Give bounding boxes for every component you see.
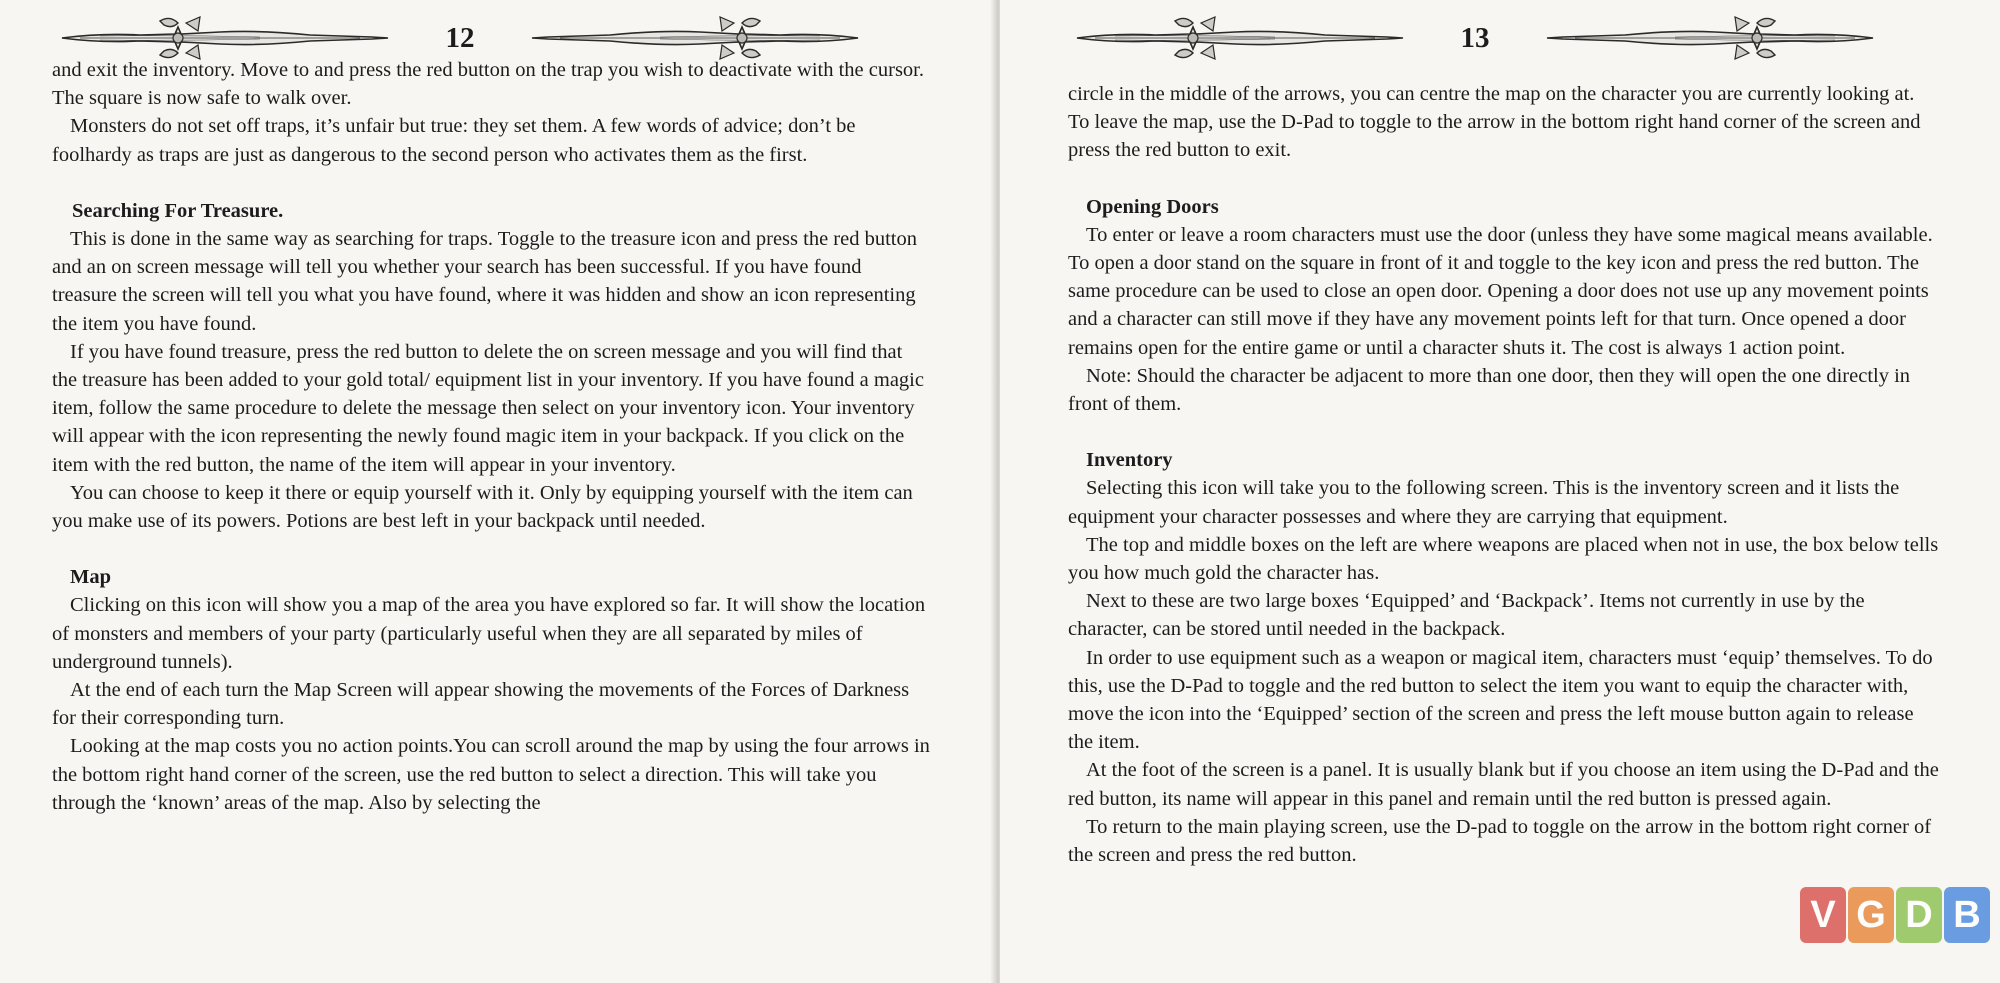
paragraph: At the end of each turn the Map Screen will appear showing the movements of the Forces of Darkness for their corresponding turn.: [52, 679, 910, 730]
section-heading: Opening Doors: [1086, 195, 1219, 218]
paragraph: Note: Should the character be adjacent to more than one door, then they will open the one directly in front of them.: [1068, 364, 1911, 416]
section-heading: Map: [70, 566, 111, 589]
sword-icon: [1545, 13, 1875, 63]
paragraph: To enter or leave a room characters must use the door (unless they have some magical means available. To open a door stand on the square in front of it and toggle to the key icon and press the red button. The same procedure can be used to close an open door. Opening a door does not use up any movement points and a character can still move if they have any movement points left for that turn. Once opened a door remains open for the entire game or until a character shuts it. The cost is always 1 action point.: [1068, 223, 1933, 359]
watermark-logo: [1800, 887, 1990, 943]
paragraph: This is done in the same way as searching for traps. Toggle to the treasure icon and press the red button and an on screen message will tell you whether your search has been successful. If you have found treasure the screen will tell you what you have found, where it was hidden and show an icon representing the item you have found.: [52, 228, 917, 335]
right-page-header: [1075, 8, 1935, 68]
paragraph: circle in the middle of the arrows, you can centre the map on the character you are currently looking at. To leave the map, use the D-Pad to toggle to the arrow in the bottom right hand corner of the screen and press the red button to exit.: [1068, 83, 1921, 162]
watermark-letter: G: [1848, 887, 1894, 943]
paragraph: At the foot of the screen is a panel. It is usually blank but if you choose an item using the D-Pad and the red button, its name will appear in this panel and remain until the red button is pressed again.: [1068, 759, 1939, 810]
section-heading: Searching For Treasure.: [72, 199, 284, 222]
paragraph: Looking at the map costs you no action points.You can scroll around the map by using the four arrows in the bottom right hand corner of the screen, use the red button to select a direction. This will take you through the ‘known’ areas of the map. Also by selecting the: [52, 735, 930, 814]
watermark-letter: B: [1944, 887, 1990, 943]
right-page-body: [1068, 80, 1940, 869]
page-number: 13: [1460, 21, 1490, 54]
watermark-letter: V: [1800, 887, 1846, 943]
paragraph: Monsters do not set off traps, it’s unfair but true: they set them. A few words of advice; don’t be foolhardy as traps are just as dangerous to the second person who activates them as the first.: [52, 115, 856, 166]
sword-icon: [530, 13, 860, 63]
paragraph: You can choose to keep it there or equip yourself with it. Only by equipping yourself with the item can you make use of its powers. Potions are best left in your backpack until needed.: [52, 481, 913, 533]
paragraph: Next to these are two large boxes ‘Equipped’ and ‘Backpack’. Items not currently in use by the character, can be stored until needed in the backpack.: [1068, 590, 1865, 641]
watermark-letter: D: [1896, 887, 1942, 943]
paragraph: In order to use equipment such as a weapon or magical item, characters must ‘equip’ themselves. To do this, use the D-Pad to toggle and the red button to select the item you want to equip the character with, move the icon into the ‘Equipped’ section of the screen and press the left mouse button again to release the item.: [1068, 646, 1933, 754]
paragraph: If you have found treasure, press the red button to delete the on screen message and you will find that the treasure has been added to your gold total/ equipment list in your inventory. If you have found a magic item, follow the same procedure to delete the message then select on your inventory icon. Your inventory will appear with the icon representing the newly found magic item in your backpack. If you click on the item with the red button, the name of the item will appear in your inventory.: [52, 340, 924, 476]
paragraph: To return to the main playing screen, use the D-pad to toggle on the arrow in the bottom right corner of the screen and press the red button.: [1068, 815, 1932, 867]
paragraph: Selecting this icon will take you to the following screen. This is the inventory screen and it lists the equipment your character possesses and where they are carrying that equipment.: [1068, 477, 1900, 528]
sword-icon: [60, 13, 390, 63]
right-page: [1000, 0, 2000, 983]
paragraph: Clicking on this icon will show you a map of the area you have explored so far. It will show the location of monsters and members of your party (particularly useful when they are all separated by miles of underground tunnels).: [52, 594, 926, 673]
sword-icon: [1075, 13, 1405, 63]
left-page: [0, 0, 990, 983]
page-number: 12: [445, 21, 475, 54]
paragraph: The top and middle boxes on the left are where weapons are placed when not in use, the box below tells you how much gold the character has.: [1068, 533, 1939, 585]
left-page-header: [60, 8, 920, 68]
left-page-body: [52, 56, 930, 817]
paragraph: and exit the inventory. Move to and press the red button on the trap you wish to deactivate with the cursor. The square is now safe to walk over.: [52, 59, 924, 110]
section-heading: Inventory: [1086, 449, 1173, 472]
